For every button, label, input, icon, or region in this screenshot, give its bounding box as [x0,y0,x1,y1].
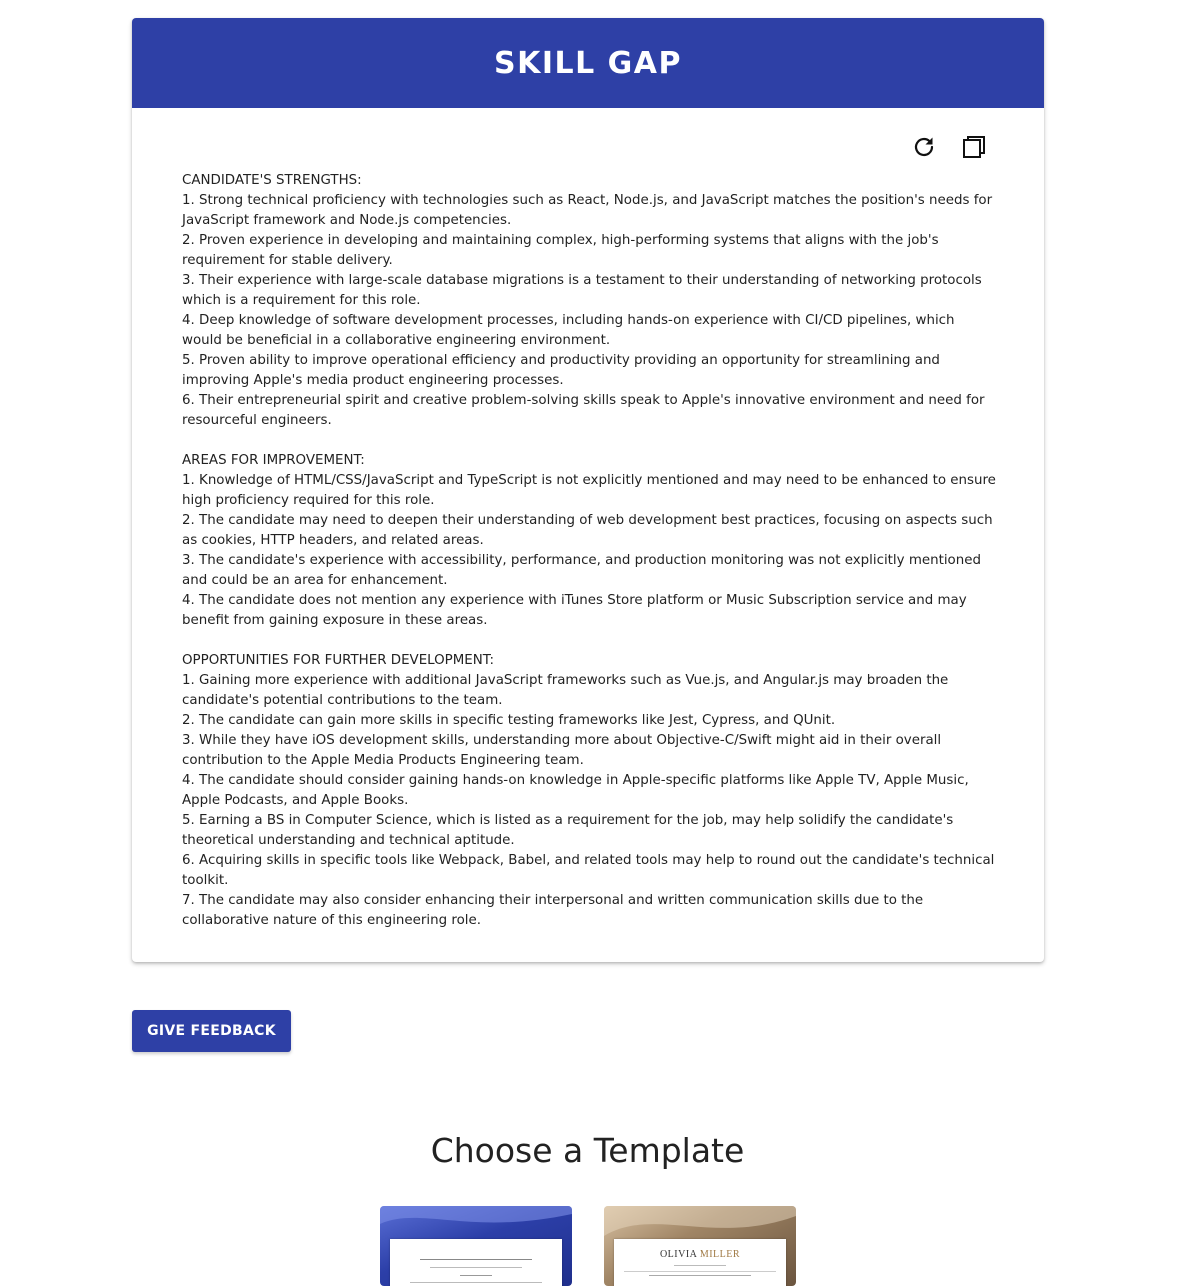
list-item: 4. Deep knowledge of software development processes, including hands-on experience with CI/CD pipelines, which would be beneficial in a collaborative engineering environment. [182,313,955,348]
section-heading: OPPORTUNITIES FOR FURTHER DEVELOPMENT: [182,653,494,668]
section-heading: CANDIDATE'S STRENGTHS: [182,173,362,188]
copy-button[interactable] [958,131,990,163]
refresh-icon [910,133,938,161]
skill-gap-content [182,171,997,931]
list-item: 5. Earning a BS in Computer Science, which is listed as a requirement for the job, may help solidify the candidate's theoretical understanding and technical aptitude. [182,813,954,848]
template-preview-rule [430,1267,522,1268]
list-item: 4. The candidate should consider gaining hands-on knowledge in Apple-specific platforms like Apple TV, Apple Music, Apple Podcasts, and Apple Books. [182,773,969,808]
template-preview-page [390,1239,562,1286]
list-item: 3. The candidate's experience with accessibility, performance, and production monitoring was not explicitly mentioned and could be an area for enhancement. [182,553,981,588]
template-preview-rule [674,1265,726,1266]
skill-gap-card [132,18,1044,962]
template-preview-last-name: MILLER [699,1249,741,1260]
give-feedback-button[interactable]: GIVE FEEDBACK [132,1010,291,1052]
section-spacer [182,431,997,451]
template-preview-first-name: OLIVIA [659,1249,700,1260]
template-preview-rule [410,1282,542,1283]
skill-gap-title: SKILL GAP [493,45,683,81]
list-item: 3. While they have iOS development skills, understanding more about Objective-C/Swift might aid in their overall contribution to the Apple Media Products Engineering team. [182,733,942,768]
section-spacer [182,631,997,651]
template-preview-page [614,1239,786,1286]
list-item: 2. The candidate may need to deepen their understanding of web development best practices, focusing on aspects such as cookies, HTTP headers, and related areas. [182,513,993,548]
list-item: 1. Gaining more experience with additional JavaScript frameworks such as Vue.js, and Angular.js may broaden the candidate's potential contributions to the team. [182,673,949,708]
list-item: 3. Their experience with large-scale database migrations is a testament to their understanding of networking protocols which is a requirement for this role. [182,273,982,308]
list-item: 7. The candidate may also consider enhancing their interpersonal and written communication skills due to the collaborative nature of this engineering role. [182,893,924,928]
list-item: 6. Their entrepreneurial spirit and creative problem-solving skills speak to Apple's innovative environment and need for resourceful engineers. [182,393,985,428]
template-card-blue[interactable] [380,1206,572,1286]
refresh-button[interactable] [908,131,940,163]
copy-icon [960,133,988,161]
section-heading: AREAS FOR IMPROVEMENT: [182,453,365,468]
template-card-gold[interactable] [604,1206,796,1286]
template-preview-rule [624,1271,776,1272]
list-item: 5. Proven ability to improve operational efficiency and productivity providing an opportunity for streamlining and improving Apple's media product engineering processes. [182,353,940,388]
template-preview-rule [649,1275,751,1276]
list-item: 2. Proven experience in developing and maintaining complex, high-performing systems that aligns with the job's requirement for stable delivery. [182,233,939,268]
templates-heading: Choose a Template [430,1131,745,1170]
list-item: 6. Acquiring skills in specific tools like Webpack, Babel, and related tools may help to round out the candidate's technical toolkit. [182,853,995,888]
template-preview-rule [420,1259,532,1260]
list-item: 1. Knowledge of HTML/CSS/JavaScript and TypeScript is not explicitly mentioned and may need to be enhanced to ensure high proficiency required for this role. [182,473,996,508]
list-item: 1. Strong technical proficiency with technologies such as React, Node.js, and JavaScript matches the position's needs for JavaScript framework and Node.js competencies. [182,193,993,228]
list-item: 2. The candidate can gain more skills in specific testing frameworks like Jest, Cypress, and QUnit. [182,713,836,728]
template-preview-rule [460,1275,492,1276]
list-item: 4. The candidate does not mention any experience with iTunes Store platform or Music Subscription service and may benefit from gaining exposure in these areas. [182,593,967,628]
skill-gap-header [132,18,1044,108]
template-preview-name [614,1249,786,1260]
